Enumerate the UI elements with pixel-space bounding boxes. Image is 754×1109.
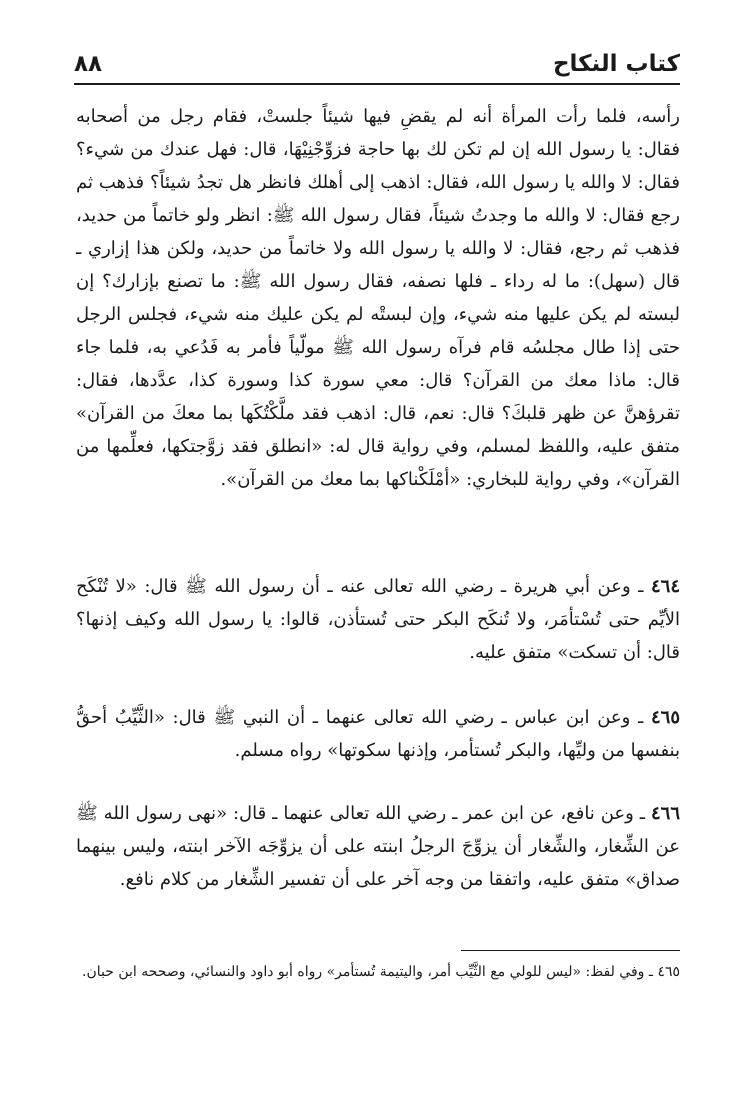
hadith-number: ٤٦٥ — [650, 707, 680, 728]
hadith-text: ـ وعن نافع، عن ابن عمر ـ رضي الله تعالى عنهما ـ قال: «نهى رسول الله ﷺ عن الشِّغار، والشِّغار أن يزوِّجَ الرجلُ ابنته على أن يزوِّجَه الآخر ابنته، وليس بينهما صداق» متفق عليه، واتفقا من وجه آخر على أن تفسير الشِّغار من كلام نافع. — [76, 803, 680, 890]
hadith-465 — [76, 701, 680, 767]
hadith-464 — [76, 570, 680, 669]
hadith-number: ٤٦٤ — [650, 576, 680, 597]
hadith-number: ٤٦٦ — [650, 803, 680, 824]
chapter-title: كتاب النكاح — [552, 51, 680, 77]
hadith-text: ـ وعن ابن عباس ـ رضي الله تعالى عنهما ـ أن النبي ﷺ قال: «الثَّيِّبُ أحقُّ بنفسها من وليِّها، والبكر تُستأمر، وإذنها سكوتها» رواه مسلم. — [76, 707, 680, 761]
footnote-divider — [461, 950, 680, 951]
hadith-466 — [76, 797, 680, 896]
hadith-text: ـ وعن أبي هريرة ـ رضي الله تعالى عنه ـ أن رسول الله ﷺ قال: «لا تُنْكَح الأيِّم حتى تُسْتأمَر، ولا تُنكَح البكر حتى تُستأذن، قالوا: يا رسول الله وكيف إذنها؟ قال: أن تسكت» متفق عليه. — [76, 576, 680, 663]
header-divider — [74, 83, 680, 85]
page-number: ٨٨ — [74, 51, 103, 77]
footnote: ٤٦٥ ـ وفي لفظ: «ليس للولي مع الثَّيِّب أمر، واليتيمة تُستأمر» رواه أبو داود والنسائي، وصححه ابن حبان. — [82, 964, 680, 980]
page-header — [74, 44, 680, 84]
hadith-continuation-paragraph: رأسه، فلما رأت المرأة أنه لم يقضِ فيها شيئاً جلستْ، فقام رجل من أصحابه فقال: يا رسول الله إن لم تكن لك بها حاجة فزوِّجْنِيْهَا، قال: فهل عندك من شيء؟ فقال: لا والله يا رسول الله، فقال: اذهب إلى أهلك فانظر هل تجدُ شيئاً؟ فذهب ثم رجع فقال: لا والله ما وجدتُ شيئاً، فقال رسول الله ﷺ: انظر ولو خاتماً من حديد، فذهب ثم رجع، فقال: لا والله يا رسول الله ولا خاتماً من حديد، ولكن هذا إزاري ـ قال (سهل): ما له رداء ـ فلها نصفه، فقال رسول الله ﷺ: ما تصنع بإزارك؟ إن لبسته لم يكن عليها منه شيء، وإن لبستْه لم يكن عليك منه شيء، فجلس الرجل حتى إذا طال مجلسُه قام فرآه رسول الله ﷺ مولّياً فأمر به فَدُعي به، فلما جاء قال: ماذا معك من القرآن؟ قال: معي سورة كذا وسورة كذا، عدَّدها، فقال: تقرؤهنَّ عن ظهر قلبكَ؟ قال: نعم، قال: اذهب فقد ملَّكْتُكَها بما معكَ من القرآن» متفق عليه، واللفظ لمسلم، وفي رواية قال له: «انطلق فقد زوَّجتكها، فعلِّمها من القرآن»، وفي رواية للبخاري: «أمْلَكْناكها بما معك من القرآن». — [76, 106, 681, 490]
